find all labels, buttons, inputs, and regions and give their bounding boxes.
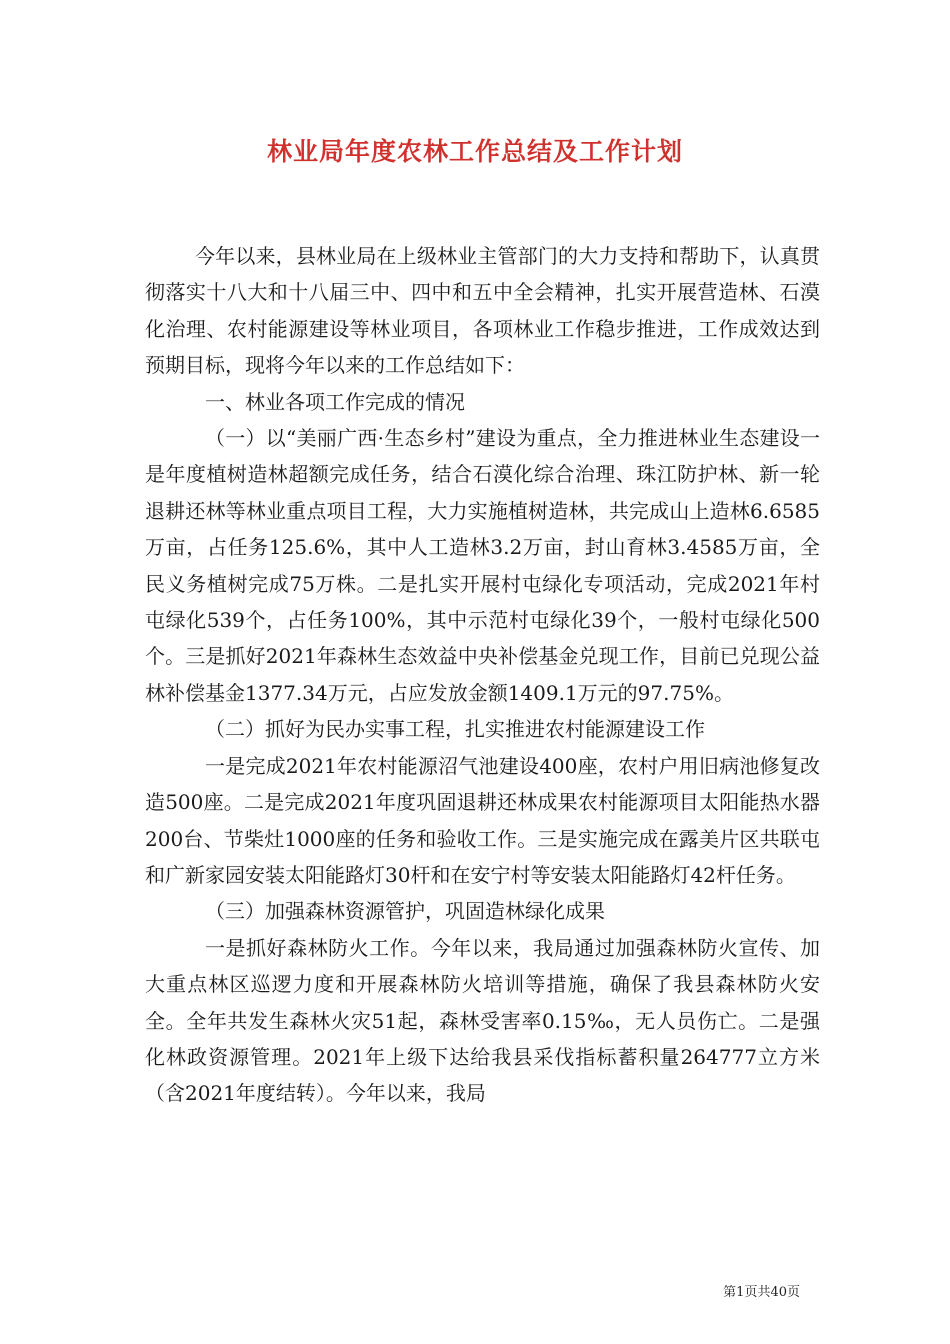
subsection-heading-2: （二）抓好为民办实事工程，扎实推进农村能源建设工作 xyxy=(205,717,705,742)
document-body xyxy=(145,238,820,1112)
section-heading-1: 一、林业各项工作完成的情况 xyxy=(205,389,465,414)
paragraph-subsection-3: 一是抓好森林防火工作。今年以来，我局通过加强森林防火宣传、加大重点林区巡逻力度和开展森林防火培训等措施，确保了我县森林防火安全。全年共发生森林火灾51起，森林受害率0.15‰，无人员伤亡。二是强化林政资源管理。2021年上级下达给我县采伐指标蓄积量264777立方米（含2021年度结转）。今年以来，我局 xyxy=(145,935,820,1106)
paragraph-subsection-2: 一是完成2021年农村能源沼气池建设400座，农村户用旧病池修复改造500座。二是完成2021年度巩固退耕还林成果农村能源项目太阳能热水器200台、节柴灶1000座的任务和验收工作。三是实施完成在露美片区共联屯和广新家园安装太阳能路灯30杆和在安宁村等安装太阳能路灯42杆任务。 xyxy=(145,753,820,887)
document-title: 林业局年度农林工作总结及工作计划 xyxy=(266,137,683,166)
paragraph-subsection-1: （一）以“美丽广西·生态乡村”建设为重点，全力推进林业生态建设一是年度植树造林超额完成任务，结合石漠化综合治理、珠江防护林、新一轮退耕还林等林业重点项目工程，大力实施植树造林，共完成山上造林6.6585万亩，占任务125.6%，其中人工造林3.2万亩，封山育林3.4585万亩，全民义务植树完成75万株。二是扎实开展村屯绿化专项活动，完成2021年村屯绿化539个，占任务100%，其中示范村屯绿化39个，一般村屯绿化500个。三是抓好2021年森林生态效益中央补偿基金兑现工作，目前已兑现公益林补偿基金1377.34万元，占应发放金额1409.1万元的97.75%。 xyxy=(145,426,820,705)
subsection-heading-3: （三）加强森林资源管护，巩固造林绿化成果 xyxy=(205,899,605,924)
paragraph-intro: 今年以来，县林业局在上级林业主管部门的大力支持和帮助下，认真贯彻落实十八大和十八届三中、四中和五中全会精神，扎实开展营造林、石漠化治理、农村能源建设等林业项目，各项林业工作稳步推进，工作成效达到预期目标，现将今年以来的工作总结如下： xyxy=(145,244,820,378)
page-number: 第1页共40页 xyxy=(723,1285,800,1300)
